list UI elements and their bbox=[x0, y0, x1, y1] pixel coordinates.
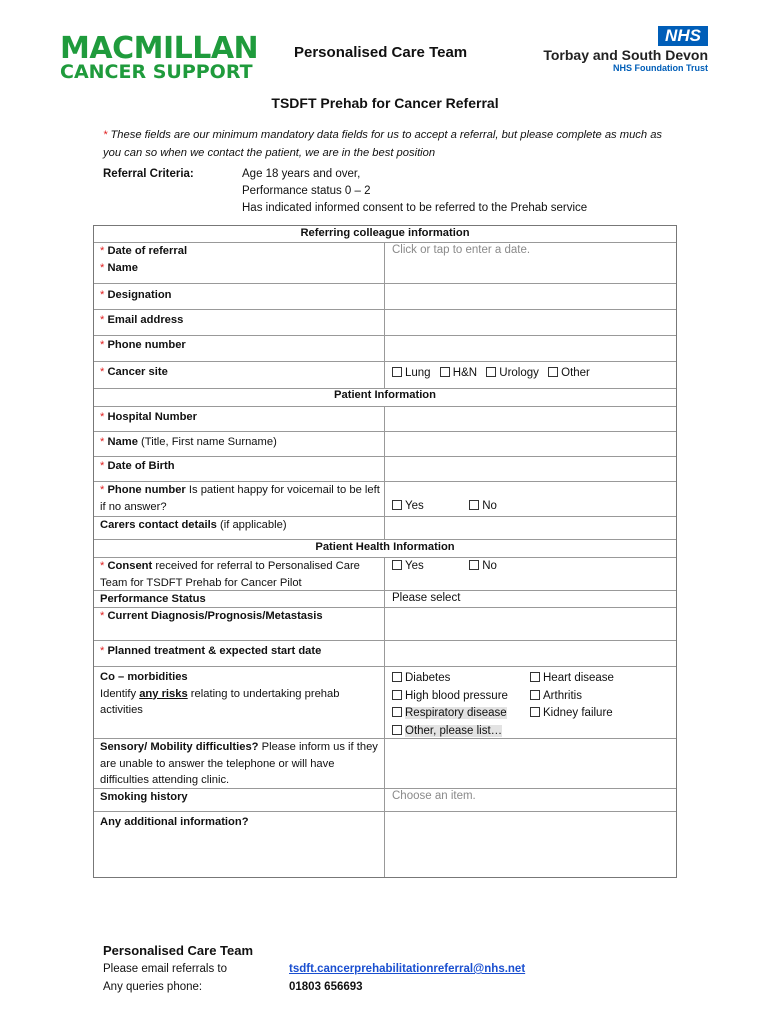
label-text: Hospital Number bbox=[107, 411, 197, 423]
option-label: Heart disease bbox=[543, 672, 614, 684]
criteria-line: Has indicated informed consent to be referred to the Prehab service bbox=[242, 202, 588, 214]
hospital-number-input[interactable] bbox=[392, 410, 672, 428]
row-divider bbox=[94, 666, 676, 667]
mandatory-asterisk: * bbox=[100, 560, 105, 572]
label-hint: received for referral to Personalised Care Team for TSDFT Prehab for Cancer Pilot bbox=[100, 560, 360, 589]
label-date-of-referral bbox=[100, 243, 382, 260]
checkbox-icon[interactable] bbox=[392, 725, 402, 735]
label-designation bbox=[100, 287, 382, 304]
label-text: Carers contact details bbox=[100, 519, 217, 531]
label-hint: (if applicable) bbox=[216, 519, 287, 531]
label-emphasis: any risks bbox=[139, 687, 188, 700]
label-consent bbox=[100, 558, 382, 591]
option-yes[interactable] bbox=[392, 560, 466, 572]
comorbidities-right bbox=[530, 670, 614, 723]
mandatory-asterisk: * bbox=[100, 645, 105, 657]
option-no[interactable] bbox=[469, 500, 497, 512]
label-text: Phone number bbox=[107, 484, 186, 496]
referrer-name-input[interactable] bbox=[392, 262, 672, 280]
mandatory-asterisk: * bbox=[103, 129, 108, 141]
label-patient-name bbox=[100, 434, 382, 451]
label-text: Date of Birth bbox=[107, 460, 175, 472]
label-text: Cancer site bbox=[107, 366, 168, 378]
date-of-referral-input[interactable]: Click or tap to enter a date. bbox=[392, 244, 531, 256]
row-divider bbox=[94, 456, 676, 457]
mandatory-asterisk: * bbox=[100, 484, 105, 496]
section-patient: Patient Information bbox=[334, 389, 436, 401]
intro-text: These fields are our minimum mandatory data fields for us to accept a referral, but please complete as much as you can so when we contact the patient, we are in the best position bbox=[103, 129, 663, 159]
mandatory-asterisk: * bbox=[100, 610, 105, 622]
voicemail-options bbox=[392, 500, 497, 512]
label-carers bbox=[100, 517, 382, 534]
option-label: Yes bbox=[405, 500, 424, 512]
checkbox-icon[interactable] bbox=[530, 672, 540, 682]
row-divider bbox=[94, 361, 676, 362]
label-text: Performance Status bbox=[100, 593, 206, 605]
option-input[interactable]: Other, please list… bbox=[405, 724, 503, 737]
mandatory-asterisk: * bbox=[100, 314, 105, 326]
option-hn[interactable] bbox=[440, 367, 477, 379]
trust-name: Torbay and South Devon bbox=[543, 47, 708, 63]
column-divider bbox=[384, 406, 385, 539]
option-label: Arthritis bbox=[543, 689, 582, 702]
patient-name-input[interactable] bbox=[392, 435, 672, 453]
label-text: Name bbox=[107, 262, 138, 274]
checkbox-icon[interactable] bbox=[530, 707, 540, 717]
footer-phone-label: Any queries phone: bbox=[103, 981, 203, 993]
mandatory-asterisk: * bbox=[100, 436, 105, 448]
macmillan-logo bbox=[60, 31, 260, 83]
option-arthritis[interactable] bbox=[530, 688, 614, 706]
diagnosis-input[interactable] bbox=[392, 612, 672, 636]
label-planned bbox=[100, 643, 382, 660]
label-referrer-name bbox=[100, 260, 382, 277]
checkbox-icon[interactable] bbox=[530, 690, 540, 700]
option-diabetes[interactable] bbox=[392, 670, 508, 688]
email-input[interactable] bbox=[392, 313, 672, 331]
option-label: Yes bbox=[405, 560, 424, 572]
checkbox-icon[interactable] bbox=[469, 560, 479, 570]
label-text: Date of referral bbox=[107, 245, 188, 257]
row-divider bbox=[94, 335, 676, 336]
column-divider bbox=[384, 557, 385, 877]
option-other[interactable] bbox=[548, 367, 590, 379]
cancer-site-options bbox=[392, 367, 596, 379]
checkbox-icon[interactable] bbox=[440, 367, 450, 377]
option-high-blood-pressure[interactable] bbox=[392, 688, 508, 706]
footer-email-label: Please email referrals to bbox=[103, 963, 227, 975]
row-divider bbox=[94, 640, 676, 641]
trust-subtitle: NHS Foundation Trust bbox=[613, 63, 708, 73]
label-text: Planned treatment & expected start date bbox=[107, 645, 322, 657]
comorbidities-left bbox=[392, 670, 508, 740]
label-comorbidities bbox=[100, 669, 382, 719]
label-text: Phone number bbox=[107, 339, 186, 351]
option-yes[interactable] bbox=[392, 500, 466, 512]
option-label: Urology bbox=[499, 367, 539, 379]
label-sensory bbox=[100, 739, 382, 789]
document-title: TSDFT Prehab for Cancer Referral bbox=[271, 95, 499, 111]
option-other[interactable] bbox=[392, 723, 508, 741]
label-hint: relating to undertaking prehab activities bbox=[100, 687, 340, 716]
criteria-line: Performance status 0 – 2 bbox=[242, 185, 371, 197]
smoking-select[interactable]: Choose an item. bbox=[392, 790, 476, 802]
row-divider bbox=[94, 283, 676, 284]
label-text: Co – morbidities bbox=[100, 671, 188, 683]
section-referrer: Referring colleague information bbox=[300, 227, 470, 239]
checkbox-icon[interactable] bbox=[392, 560, 402, 570]
mandatory-asterisk: * bbox=[100, 245, 105, 257]
mandatory-asterisk: * bbox=[100, 460, 105, 472]
criteria-label: Referral Criteria: bbox=[103, 168, 194, 180]
label-hospital-number bbox=[100, 409, 382, 426]
label-dob bbox=[100, 458, 382, 475]
mandatory-asterisk: * bbox=[100, 262, 105, 274]
row-divider bbox=[94, 811, 676, 812]
option-label: Lung bbox=[405, 367, 431, 379]
nhs-logo: NHS bbox=[658, 26, 708, 46]
option-lung[interactable] bbox=[392, 367, 431, 379]
footer-phone: 01803 656693 bbox=[289, 981, 363, 993]
row-divider bbox=[94, 406, 676, 407]
label-text: Name bbox=[107, 436, 138, 448]
label-patient-phone bbox=[100, 482, 382, 515]
label-hint: (Title, First name Surname) bbox=[137, 436, 277, 448]
consent-options bbox=[392, 560, 497, 572]
row-divider bbox=[94, 539, 676, 540]
option-heart-disease[interactable] bbox=[530, 670, 614, 688]
mandatory-asterisk: * bbox=[100, 289, 105, 301]
checkbox-icon[interactable] bbox=[469, 500, 479, 510]
criteria-list bbox=[242, 166, 587, 217]
mandatory-asterisk: * bbox=[100, 339, 105, 351]
option-label: H&N bbox=[452, 367, 478, 379]
designation-input[interactable] bbox=[392, 287, 672, 305]
row-divider bbox=[94, 309, 676, 310]
checkbox-icon[interactable] bbox=[392, 690, 402, 700]
label-performance bbox=[100, 591, 382, 608]
section-health: Patient Health Information bbox=[315, 541, 455, 553]
label-hint: Identify bbox=[100, 687, 140, 700]
option-label: No bbox=[482, 560, 497, 572]
label-text: Designation bbox=[107, 289, 172, 301]
label-smoking bbox=[100, 789, 382, 806]
option-kidney-failure[interactable] bbox=[530, 705, 614, 723]
intro-note bbox=[103, 126, 663, 162]
label-text: Email address bbox=[107, 314, 184, 326]
option-label: No bbox=[482, 500, 497, 512]
row-divider bbox=[94, 431, 676, 432]
additional-input[interactable] bbox=[392, 815, 672, 873]
phone-input[interactable] bbox=[392, 339, 672, 357]
label-phone bbox=[100, 337, 382, 354]
option-urology[interactable] bbox=[486, 367, 539, 379]
checkbox-icon[interactable] bbox=[486, 367, 496, 377]
label-text: Current Diagnosis/Prognosis/Metastasis bbox=[107, 610, 323, 622]
option-label: Diabetes bbox=[405, 672, 451, 684]
checkbox-icon[interactable] bbox=[392, 707, 402, 717]
logo-line1: MACMILLAN bbox=[60, 31, 259, 66]
label-diagnosis bbox=[100, 608, 382, 625]
footer-email-link[interactable]: tsdft.cancerprehabilitationreferral@nhs.net bbox=[289, 963, 526, 975]
label-hint: Is patient happy for voicemail to be left if no answer? bbox=[100, 484, 380, 513]
label-hint: Please inform us if they are unable to answer the telephone or will have difficulties attending clinic. bbox=[100, 741, 378, 786]
option-label: Kidney failure bbox=[543, 707, 613, 720]
option-respiratory[interactable] bbox=[392, 705, 508, 723]
planned-input[interactable] bbox=[392, 644, 672, 662]
checkbox-icon[interactable] bbox=[392, 500, 402, 510]
mandatory-asterisk: * bbox=[100, 366, 105, 378]
label-text: Sensory/ Mobility difficulties? bbox=[100, 741, 259, 753]
label-text: Consent bbox=[107, 560, 153, 572]
checkbox-icon[interactable] bbox=[392, 367, 402, 377]
sensory-input[interactable] bbox=[392, 742, 672, 784]
option-label: High blood pressure bbox=[405, 689, 508, 702]
option-label: Respiratory disease bbox=[405, 707, 507, 720]
option-no[interactable] bbox=[469, 560, 497, 572]
checkbox-icon[interactable] bbox=[392, 672, 402, 682]
label-cancer-site bbox=[100, 364, 382, 381]
label-additional bbox=[100, 814, 382, 831]
mandatory-asterisk: * bbox=[100, 411, 105, 423]
logo-line2: CANCER SUPPORT bbox=[60, 61, 253, 83]
dob-input[interactable] bbox=[392, 460, 672, 478]
label-text: Smoking history bbox=[100, 791, 188, 803]
performance-select[interactable]: Please select bbox=[392, 592, 461, 604]
option-label: Other bbox=[561, 367, 590, 379]
label-email bbox=[100, 312, 382, 329]
criteria-line: Age 18 years and over, bbox=[242, 168, 361, 180]
checkbox-icon[interactable] bbox=[548, 367, 558, 377]
column-divider bbox=[384, 242, 385, 388]
label-text: Any additional information? bbox=[100, 816, 249, 828]
footer-title: Personalised Care Team bbox=[103, 943, 254, 958]
header-team: Personalised Care Team bbox=[294, 44, 468, 61]
